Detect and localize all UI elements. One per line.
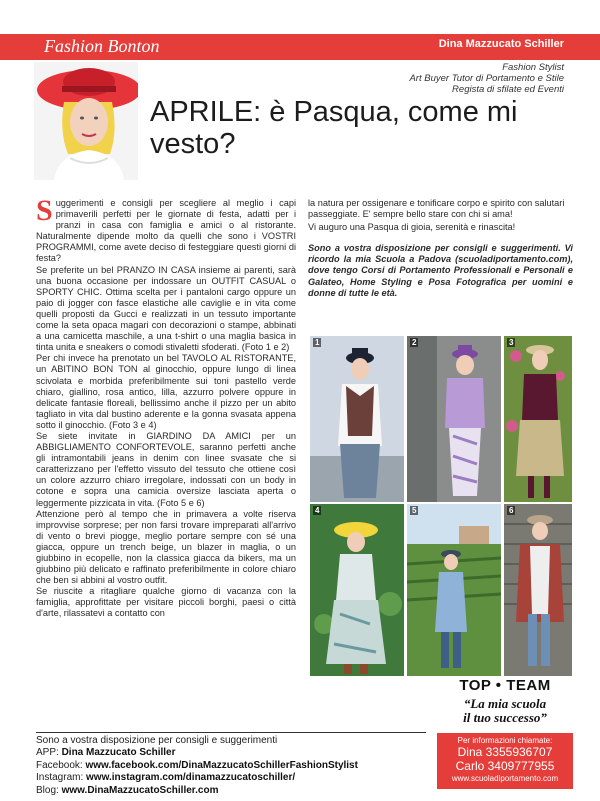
blog-link[interactable]: www.DinaMazzucatoSchiller.com [61,784,219,796]
author-portrait [34,62,138,180]
article-paragraph: Per chi invece ha prenotato un bel TAVOLO AL RISTORANTE, un ABITINO BON TON al ginocchio, oppure lungo di linea scivolata e morbida preferibilmente sui toni pastello verde chiaro, giallino, rosa antico, lilla, azzurro polvere oppure in delicate fantasie floreali, bellissimo anche il pizzo per un abito tagliato in vita dal bustino aderente e la gonna svasata appena sotto il ginocchio. (Foto 3 e 4) [36,353,296,430]
author-role-line2: Art Buyer Tutor di Portamento e Stile [409,73,564,84]
contact-box [437,733,573,789]
article-column-2 [308,198,573,301]
dropcap: S [36,194,53,227]
header-bar [0,34,600,60]
article-paragraph: Se riuscite a ritagliare qualche giorno di vacanza con la famiglia, approfittate per visitare piccoli borghi, paesi o città d'arte, rilassatevi a contatto con [36,586,296,619]
photo-2 [407,336,501,502]
photo-3 [504,336,572,502]
article-headline: APRILE: è Pasqua, come mi vesto? [150,96,518,160]
photo-number: 5 [412,506,417,515]
promo-slogan-line: il tuo successo” [463,710,547,725]
article-paragraph: Se preferite un bel PRANZO IN CASA insieme ai parenti, sarà una buona occasione per indossare un OUTFIT CASUAL o SPORTY CHIC. Ottima scelta per i pantaloni cargo oppure un paio di jogger con fasce elastiche alle caviglie e in vita come quelli proposti da Gucci e realizzati in un tessuto importante come la seta opaca magari con decorazioni o stampe, abbinati a una camicetta maschile, a una t-shirt o una maglia basica in tinta unita e sneakers o comodi stivaletti sfoderati. (Foto 1 e 2) [36,264,296,353]
photo-number: 4 [315,506,320,515]
footer-facebook: Facebook: www.facebook.com/DinaMazzucatoSchillerFashionStylist [36,759,358,771]
contact-website-link[interactable]: www.scuoladiportamento.com [451,774,559,783]
contact-info-label: Per informazioni chiamate: [457,736,553,745]
article-paragraph: Vi auguro una Pasqua di gioia, serenità e rinascita! [308,222,516,233]
photo-6 [504,504,572,676]
promo-slogan [437,697,573,725]
article-column-1 [36,194,296,620]
author-role-line3: Regista di sfilate ed Eventi [452,84,564,95]
footer [36,735,358,797]
facebook-link[interactable]: www.facebook.com/DinaMazzucatoSchillerFashionStylist [85,759,358,771]
photo-4 [310,504,404,676]
photo-number: 1 [315,338,320,347]
footer-divider [36,732,426,733]
photo-5 [407,504,501,676]
contact-paragraph: Sono a vostra disposizione per consigli e suggerimenti. Vi ricordo la mia Scuola a Padova (scuoladiportamento.com), dove tengo Corsi di Portamento Professionali e Personali e Galateo, Home Styling e Posa Fotografica per uomini e donne di tutte le età. [308,243,573,298]
author-roles [409,62,564,95]
author-name: Dina Mazzucato Schiller [438,38,564,50]
footer-instagram: Instagram: www.instagram.com/dinamazzucatoschiller/ [36,772,296,784]
promo-block [437,677,573,725]
photo-number: 3 [509,338,514,347]
photo-number: 6 [509,506,514,515]
author-role: Fashion Stylist [502,62,564,73]
section-title: Fashion Bonton [44,36,160,56]
contact-phone[interactable]: Carlo 3409777955 [455,759,555,773]
photo-1 [310,336,404,502]
promo-title: TOP • TEAM [459,677,551,694]
instagram-link[interactable]: www.instagram.com/dinamazzucatoschiller/ [86,772,296,784]
footer-blog: Blog: www.DinaMazzucatoSchiller.com [36,784,219,796]
article-paragraph: Suggerimenti e consigli per scegliere al meglio i capi primaverili perfetti per le giornate di festa, adatti per i pranzi in casa con famiglia e amici o al ristorante. Naturalmente dipende molto da quelli che sono i VOSTRI PROGRAMMI, come avete deciso di festeggiare questi giorni di festa? [36,194,296,264]
promo-slogan-line: “La mia scuola [463,696,547,711]
footer-intro: Sono a vostra disposizione per consigli e suggerimenti [36,735,278,746]
contact-phone[interactable]: Dina 3355936707 [457,745,553,759]
article-paragraph: la natura per ossigenare e tonificare corpo e spirito con salutari passeggiate. E' sempre bello stare con chi si ama! [308,198,565,220]
app-name: Dina Mazzucato Schiller [61,747,176,759]
article-paragraph: Attenzione però al tempo che in primavera a volte riserva improvvise sorprese; per non farsi trovare impreparati all'arrivo di vento o brevi piogge, meglio portare sempre con sé una giacca, oppure un trench beige, un blazer in maglia, o un giubbino in ecopelle, non la classica giacca da bikers, ma un giubbino più delicato e raffinato preferibilmente in colore chiaro che ben si abbini al vostro outfit. [36,508,296,586]
footer-app: APP: Dina Mazzucato Schiller [36,747,176,759]
article-paragraph: Se siete invitate in GIARDINO DA AMICI per un ABBIGLIAMENTO CONFORTEVOLE, saranno perfetti anche gli intramontabili jeans in denim con linee svasate che si caratterizzano per l'effetto vissuto del tessuto che ottiene così un colore azzurro chiaro irregolare, indossati con un body in cotone e sopra una camicia oversize lasciata aperta o leggermente pizzicata in vita. (Foto 5 e 6) [36,430,296,508]
photo-number: 2 [412,338,417,347]
